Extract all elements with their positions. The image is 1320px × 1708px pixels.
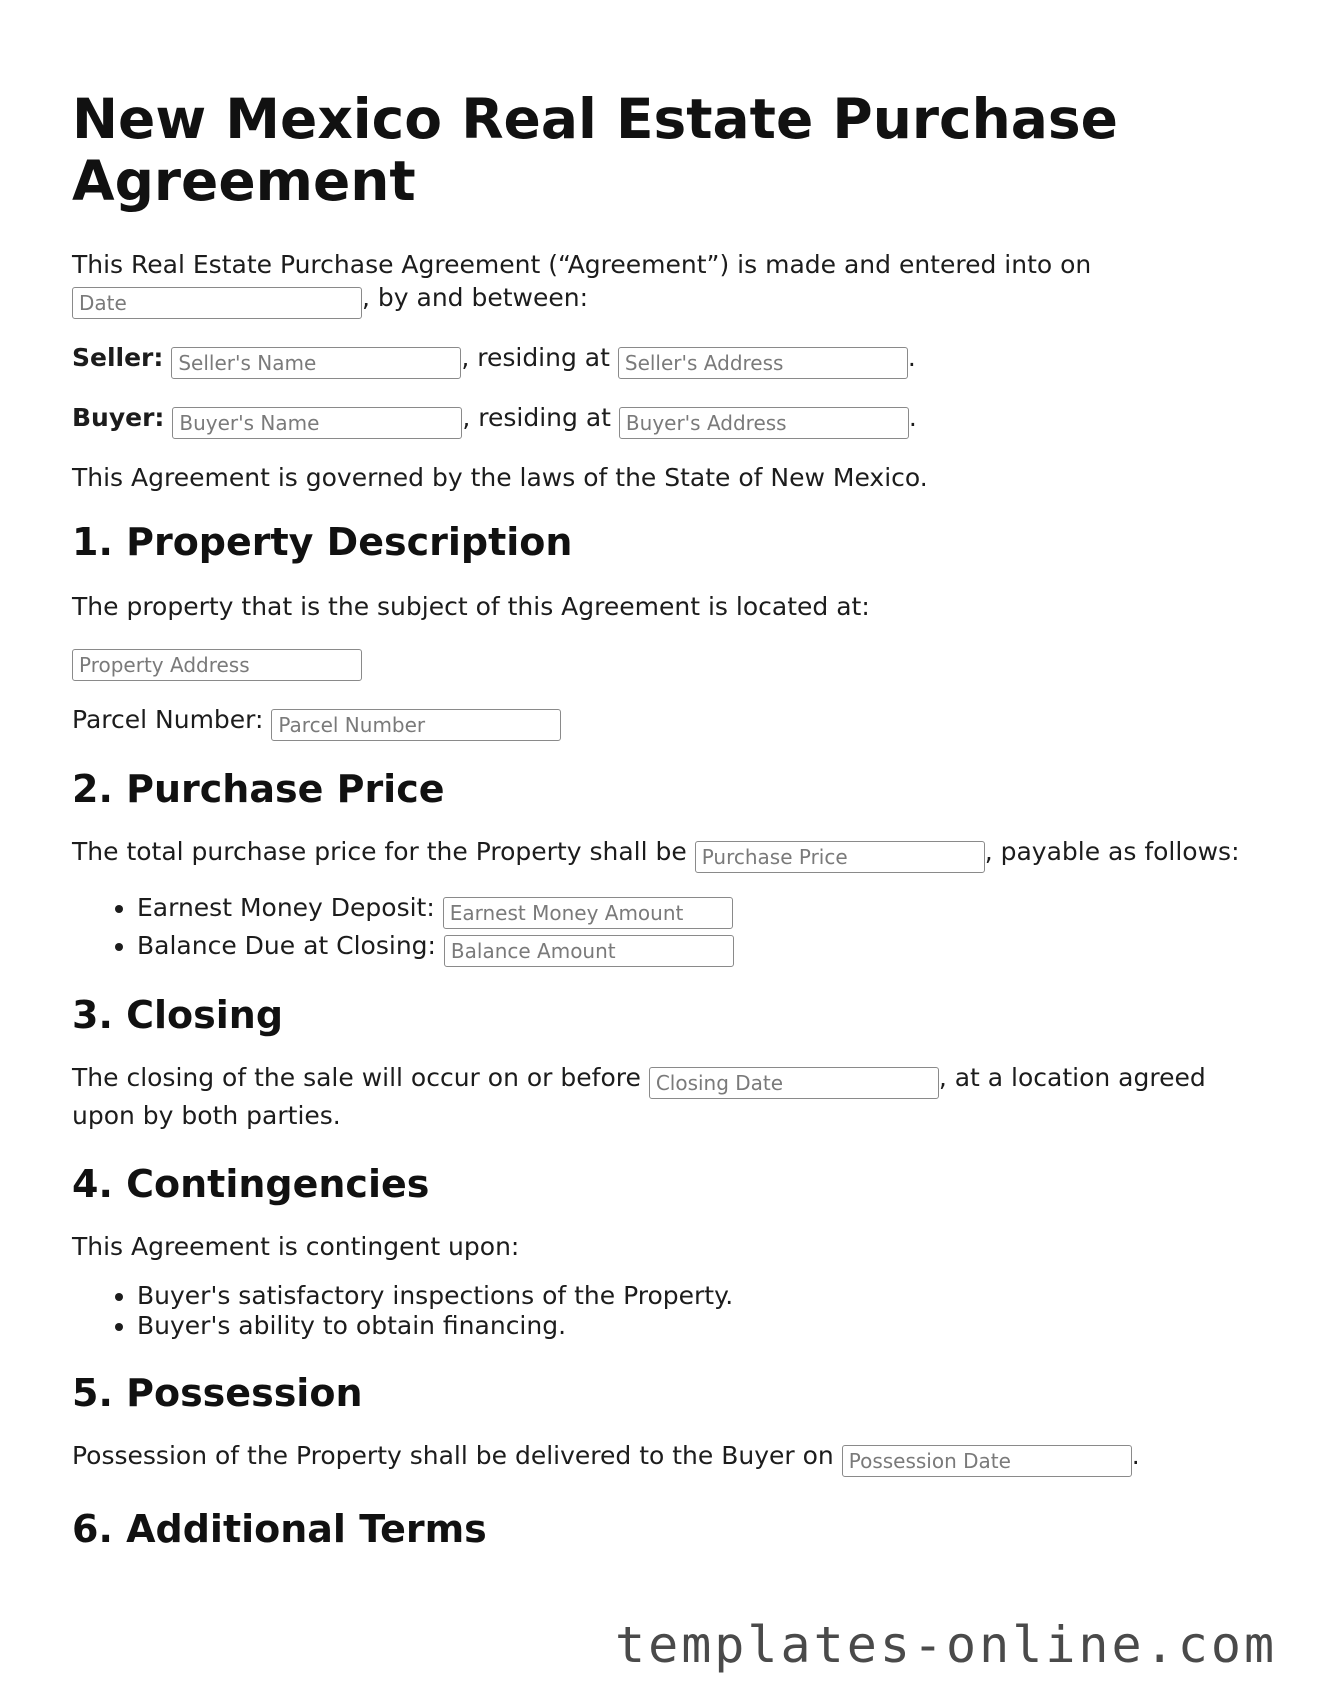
- buyer-address-input[interactable]: [619, 407, 909, 439]
- possession-line-end: .: [1131, 1441, 1140, 1470]
- buyer-name-input[interactable]: [172, 407, 462, 439]
- purchase-price-paragraph: [72, 835, 1252, 873]
- document-page: [72, 88, 1252, 1551]
- payment-list: [72, 891, 1252, 967]
- governing-law-text: This Agreement is governed by the laws of the State of New Mexico.: [72, 463, 928, 492]
- property-address-line: [72, 643, 1252, 681]
- closing-location-text: , at a location agreed upon by both parties.: [72, 1063, 1206, 1130]
- list-item: • Buyer's ability to obtain financing.: [137, 1311, 1252, 1341]
- seller-address-input[interactable]: [618, 347, 908, 379]
- section-heading-possession: 5. Possession: [72, 1371, 363, 1415]
- seller-label: Seller:: [72, 343, 164, 372]
- possession-date-input[interactable]: [842, 1445, 1132, 1477]
- seller-line: [72, 341, 1252, 379]
- closing-date-input[interactable]: [649, 1067, 939, 1099]
- buyer-line: [72, 401, 1252, 439]
- purchase-price-text: The total purchase price for the Property shall be: [72, 837, 687, 866]
- seller-name-input[interactable]: [171, 347, 461, 379]
- section-heading-purchase-price: 2. Purchase Price: [72, 767, 445, 811]
- agreement-date-input[interactable]: [72, 287, 362, 319]
- list-item: [137, 929, 1252, 967]
- buyer-residing-text: , residing at: [462, 403, 611, 432]
- watermark-text: templates-online.com: [615, 1616, 1278, 1674]
- closing-text: The closing of the sale will occur on or before: [72, 1063, 641, 1092]
- parcel-number-label: Parcel Number:: [72, 705, 264, 734]
- intro-text: This Real Estate Purchase Agreement (“Agreement”) is made and entered into on: [72, 250, 1092, 279]
- balance-amount-input[interactable]: [444, 935, 734, 967]
- intro-by-and-between: , by and between:: [362, 283, 589, 312]
- list-item: [137, 891, 1252, 929]
- payable-as-follows-text: , payable as follows:: [984, 837, 1240, 866]
- seller-line-end: .: [907, 343, 916, 372]
- possession-text: Possession of the Property shall be delivered to the Buyer on: [72, 1441, 834, 1470]
- section-heading-contingencies: 4. Contingencies: [72, 1162, 430, 1206]
- buyer-line-end: .: [908, 403, 917, 432]
- section-heading-additional-terms: 6. Additional Terms: [72, 1507, 487, 1551]
- parcel-number-line: [72, 703, 1252, 741]
- section-heading-property-description: 1. Property Description: [72, 520, 573, 564]
- buyer-label: Buyer:: [72, 403, 165, 432]
- seller-residing-text: , residing at: [461, 343, 610, 372]
- intro-paragraph: [72, 248, 1252, 319]
- contingencies-text: This Agreement is contingent upon:: [72, 1232, 520, 1261]
- earnest-money-input[interactable]: [443, 897, 733, 929]
- earnest-money-label: Earnest Money Deposit:: [137, 893, 435, 922]
- purchase-price-input[interactable]: [695, 841, 985, 873]
- parcel-number-input[interactable]: [271, 709, 561, 741]
- section-heading-closing: 3. Closing: [72, 993, 284, 1037]
- list-item: • Buyer's satisfactory inspections of the Property.: [137, 1281, 1252, 1311]
- property-address-input[interactable]: [72, 649, 362, 681]
- possession-paragraph: [72, 1439, 1252, 1477]
- balance-due-label: Balance Due at Closing:: [137, 931, 436, 960]
- contingencies-list: [72, 1281, 1252, 1341]
- property-location-text: The property that is the subject of this Agreement is located at:: [72, 592, 870, 621]
- page-title: New Mexico Real Estate Purchase Agreement: [72, 87, 1118, 213]
- closing-paragraph: [72, 1061, 1252, 1132]
